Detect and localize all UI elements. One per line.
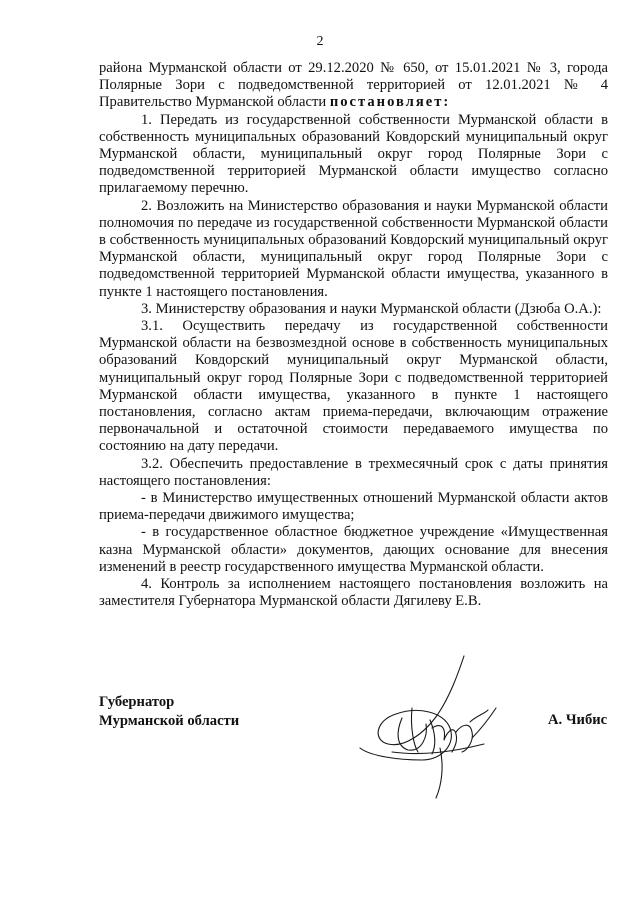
paragraph-3-2: 3.2. Обеспечить предоставление в трехмесячный срок с даты принятия настоящего постановления: <box>99 455 608 489</box>
paragraph-3-2-b: - в государственное областное бюджетное учреждение «Имущественная казна Мурманской области» документов, дающих основание для внесения изменений в реестр государственного имущества Мурманской области. <box>99 524 608 575</box>
paragraph-2: 2. Возложить на Министерство образования и науки Мурманской области полномочия по передаче из государственной собственности Мурманской области в собственность муниципальных образований Ковдорский муниципальный округ Мурманской области, муниципальный округ город Полярные Зори с подведомственной территорией Мурманской области имущества, указанного в пункте 1 настоящего постановления. <box>99 197 608 300</box>
paragraph-3-2-a: - в Министерство имущественных отношений Мурманской области актов приема-передачи движимого имущества; <box>99 490 608 524</box>
paragraph-intro <box>99 60 608 112</box>
signatory-name: А. Чибис <box>548 712 608 728</box>
page-number: 2 <box>316 34 324 49</box>
paragraph-3-1: 3.1. Осуществить передачу из государственной собственности Мурманской области на безвозмездной основе в собственность муниципальных образований Ковдорский муниципальный округ Мурманской области, муниципальный округ город Полярные Зори с подведомственной территорией Мурманской области имущества, указанного в пункте 1 настоящего постановления, согласно актам приема-передачи, включающим отражение первоначальной и остаточной стоимости передаваемого имущества по состоянию на дату передачи. <box>99 318 608 455</box>
paragraph-4: 4. Контроль за исполнением настоящего постановления возложить на заместителя Губернатора Мурманской области Дягилеву Е.В. <box>99 576 608 610</box>
paragraph-3: 3. Министерству образования и науки Мурманской области (Дзюба О.А.): <box>141 300 602 317</box>
paragraph-1: 1. Передать из государственной собственности Мурманской области в собственность муниципальных образований Ковдорский муниципальный округ Мурманской области, муниципальный округ город Полярные Зори с подведомственной территорией Мурманской области имущество согласно прилагаемому перечню. <box>99 111 608 197</box>
document-body <box>99 60 608 611</box>
intro-text: района Мурманской области от 29.12.2020 № 650, от 15.01.2021 № 3, города Полярные Зори с подведомственной территорией от 12.01.2021 № 4 Правительство Мурманской области <box>99 60 608 111</box>
signatory-title-line-1: Губернатор <box>99 694 175 710</box>
signatory-title <box>99 693 239 731</box>
decree-word: постановляет: <box>329 94 451 111</box>
handwritten-signature <box>352 648 512 803</box>
signatory-title-line-2: Мурманской области <box>99 713 240 729</box>
